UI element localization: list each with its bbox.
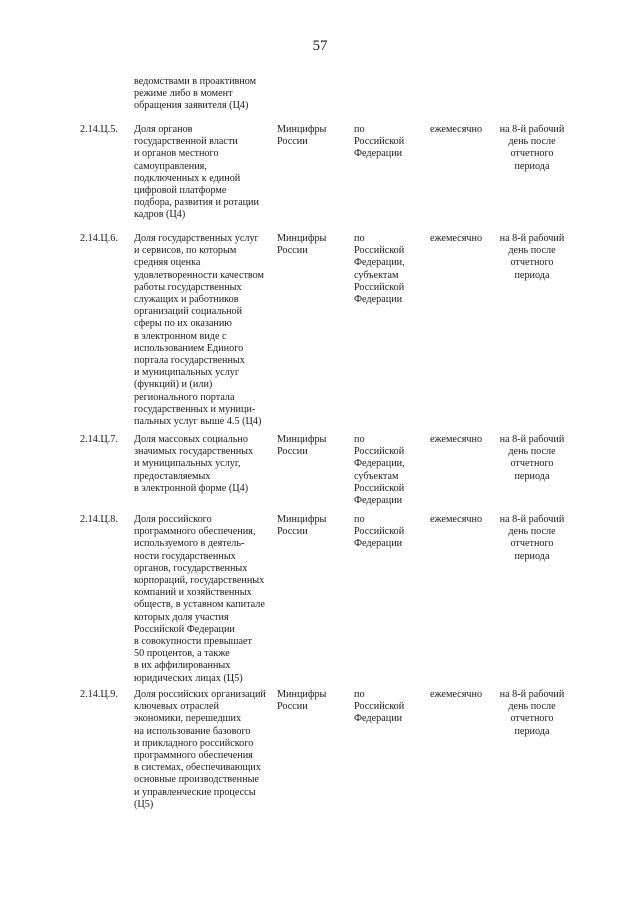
- deadline: на 8-й рабочий день после отчетного периода: [499, 233, 565, 281]
- indicator-name: Доля российских организаций ключевых отраслей экономики, перешедших на использование базового и прикладного российского программного обеспечения в системах, обеспечивающих основные производственные и управленческие процессы (Ц5): [134, 689, 266, 810]
- frequency: ежемесячно: [430, 233, 483, 244]
- responsible-body: Минцифры России: [277, 124, 327, 148]
- row-number: 2.14.Ц.8.: [80, 514, 118, 525]
- aggregation-level: по Российской Федерации: [354, 124, 405, 160]
- indicator-name: Доля государственных услуг и сервисов, по которым средняя оценка удовлетворенности качеством работы государственных служащих и работников организаций социальной сферы по их оказанию в электронном виде с использованием Единого портала государственных и муниципальных услуг (функций) и (или) регионального портала государственных и муници- пальных услуг выше 4.5 (Ц4): [134, 233, 265, 428]
- frequency: ежемесячно: [430, 689, 483, 700]
- indicator-name: Доля органов государственной власти и органов местного самоуправления, подключенных к единой цифровой платформе подбора, развития и ротации кадров (Ц4): [134, 124, 259, 221]
- aggregation-level: по Российской Федерации, субъектам Российской Федерации: [354, 233, 405, 306]
- frequency: ежемесячно: [430, 514, 483, 525]
- responsible-body: Минцифры России: [277, 689, 327, 713]
- aggregation-level: по Российской Федерации, субъектам Российской Федерации: [354, 434, 405, 507]
- responsible-body: Минцифры России: [277, 514, 327, 538]
- responsible-body: Минцифры России: [277, 434, 327, 458]
- row-number: 2.14.Ц.5.: [80, 124, 118, 135]
- indicator-name: Доля российского программного обеспечения, используемого в деятель- ности государственных органов, государственных корпораций, государственных компаний и хозяйственных обществ, в уставном капитале которых доля участия Российской Федерации в совокупности превышает 50 процентов, а также в их аффилированных юридических лицах (Ц5): [134, 514, 265, 684]
- frequency: ежемесячно: [430, 434, 483, 445]
- row-number: 2.14.Ц.9.: [80, 689, 118, 700]
- responsible-body: Минцифры России: [277, 233, 327, 257]
- row-number: 2.14.Ц.6.: [80, 233, 118, 244]
- deadline: на 8-й рабочий день после отчетного периода: [499, 434, 565, 482]
- deadline: на 8-й рабочий день после отчетного периода: [499, 124, 565, 172]
- aggregation-level: по Российской Федерации: [354, 689, 405, 725]
- deadline: на 8-й рабочий день после отчетного периода: [499, 689, 565, 737]
- page-number: 57: [312, 38, 328, 54]
- row-number: 2.14.Ц.7.: [80, 434, 118, 445]
- aggregation-level: по Российской Федерации: [354, 514, 405, 550]
- frequency: ежемесячно: [430, 124, 483, 135]
- indicator-name: Доля массовых социально значимых государственных и муниципальных услуг, предоставляемых в электронной форме (Ц4): [134, 434, 254, 494]
- continuation-text: ведомствами в проактивном режиме либо в момент обращения заявителя (Ц4): [134, 76, 257, 112]
- deadline: на 8-й рабочий день после отчетного периода: [499, 514, 565, 562]
